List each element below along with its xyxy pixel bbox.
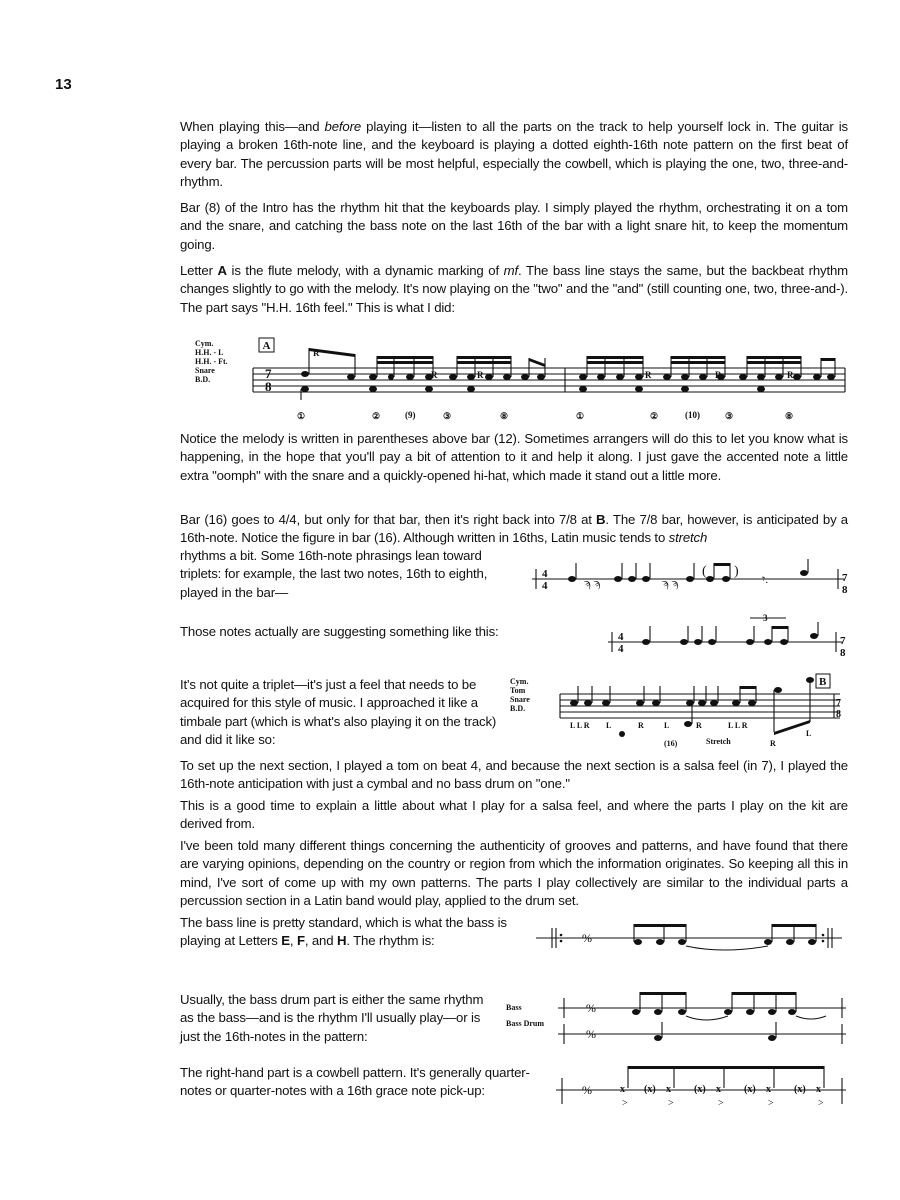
label-cym: Cym. [195, 339, 214, 348]
repeat-mark: % [582, 931, 592, 945]
notation-example-bass-line [532, 916, 852, 960]
svg-text:x: x [716, 1084, 721, 1095]
text-run: is the flute melody, with a dynamic marking of [226, 263, 504, 278]
time-sig-den: 8 [836, 709, 841, 720]
notation-example-cowbell [548, 1058, 852, 1110]
time-sig-den: 8 [840, 647, 846, 659]
count: ③ [443, 411, 452, 421]
paragraph-bar-16 [180, 511, 848, 548]
stretch-label: Stretch [706, 737, 731, 746]
count: ⑧ [500, 411, 509, 421]
parenthesis: ) [734, 564, 739, 579]
staff-label-bass-drum: Bass Drum [506, 1019, 545, 1028]
text-run: The bass line is pretty standard, which is what the bass is playing at Letters [180, 915, 507, 949]
notation-example-letter-a [195, 330, 855, 426]
accent-marks [622, 1098, 824, 1109]
svg-text:>: > [668, 1098, 674, 1109]
emphasis: before [324, 119, 362, 134]
time-sig-num: 4 [618, 631, 624, 643]
count: ③ [725, 411, 734, 421]
notation-example-bar-16 [522, 557, 852, 601]
text-run: , and [304, 933, 337, 949]
paragraph-suggesting: Those notes actually are suggesting something like this: [180, 624, 499, 639]
paragraph-bass-line [180, 914, 510, 951]
time-sig-den: 4 [542, 580, 548, 592]
time-sig-den: 4 [618, 643, 624, 655]
time-sig-den: 8 [842, 584, 848, 596]
text-run: . The 7/8 bar, however, is anticipated by a 16th-note. Notice the figure in bar (16). Although written in 16ths, Latin music tends to [180, 512, 848, 546]
label-tom: Tom [510, 686, 526, 695]
sticking: L L R [728, 721, 748, 730]
text-run: . The bass line stays the same, but the backbeat rhythm changes slightly to go with the melody. It's now playing on the "two" and the "and" (still counting one, two, three-and-). The part says "H.H. 16th feel." This is what I did: [180, 263, 848, 315]
rest: ϡ ϡ [662, 576, 679, 590]
svg-text:>: > [818, 1098, 824, 1109]
paragraph-salsa-feel: This is a good time to explain a little about what I play for a salsa feel, and where the parts I play on the kit are derived from. [180, 798, 848, 832]
rhythm-notes [568, 559, 808, 582]
svg-text:x: x [816, 1084, 821, 1095]
paragraph-bar-12: Notice the melody is written in parentheses above bar (12). Sometimes arrangers will do this to let you know what is happening, in the hope that you'll pay a bit of attention to it and help it along. I just gave the accented note a little extra "oomph" with the snare and a quickly-opened hi-hat, which made it stand out a little more. [180, 431, 848, 483]
label-bd: B.D. [510, 704, 526, 713]
time-sig-num: 7 [836, 698, 841, 709]
notation-example-triplet [600, 612, 850, 660]
dynamic-mf: mf [503, 263, 518, 278]
staff [560, 694, 840, 718]
paragraph-authenticity: I've been told many different things concerning the authenticity of grooves and patterns, and have found that there are varying opinions, depending on the country or region from which the information originates. So keeping all this in mind, I've sort of come up with my own patterns. The parts I play collectively are similar to the individual parts a percussion section in a Latin band would play, applied to the drum set. [180, 838, 848, 909]
svg-text:x: x [666, 1084, 671, 1095]
page-number: 13 [55, 76, 72, 93]
paragraph-triplet-lean: rhythms a bit. Some 16th-note phrasings lean toward triplets: for example, the last two notes, 16th to eighth, played in the bar— [180, 548, 488, 600]
repeat-mark: % [582, 1083, 592, 1097]
rehearsal-mark: A [262, 340, 271, 352]
sticking: R [638, 721, 644, 730]
sticking: R [787, 370, 794, 380]
cowbell-notes [620, 1084, 821, 1095]
repeat-mark: % [586, 1001, 596, 1015]
triplet-mark: 3 [763, 613, 768, 623]
paragraph-cowbell: The right-hand part is a cowbell pattern. It's generally quarter-notes or quarter-notes with a 16th grace note pick-up: [180, 1065, 530, 1099]
count: ① [576, 411, 585, 421]
parenthesis: ( [702, 564, 707, 579]
paragraph-timbale: It's not quite a triplet—it's just a feel that needs to be acquired for this style of music. I approached it like a timbale part (which is what's also playing it on the track) and did it like so: [180, 677, 497, 748]
label-hh-l: H.H. - L [195, 348, 224, 357]
svg-text:>: > [718, 1098, 724, 1109]
paragraph-bass-drum: Usually, the bass drum part is either the same rhythm as the bass—and is the rhythm I'll usually play—or is just the 16th-notes in the pattern: [180, 992, 484, 1044]
text-run: When playing this—and [180, 119, 325, 134]
label-snare: Snare [195, 366, 215, 375]
paragraph-intro [180, 118, 848, 192]
time-sig-num: 7 [842, 572, 848, 584]
sticking: R [696, 721, 702, 730]
svg-text:(x): (x) [744, 1084, 756, 1095]
sticking: L [806, 729, 812, 738]
count: ② [372, 411, 381, 421]
rehearsal-mark: B [819, 676, 827, 688]
paragraph-bar-8: Bar (8) of the Intro has the rhythm hit that the keyboards play. I simply played the rhythm, orchestrating it on a tom and the snare, and catching the bass note on the last 16th of the bar with a light snare hit, to keep the momentum going. [180, 200, 848, 252]
notation-example-timbale [510, 672, 850, 752]
rest: 𝄾. [762, 572, 769, 586]
sticking: R [477, 370, 484, 380]
letter-f: F [296, 933, 305, 949]
count: ① [297, 411, 306, 421]
rest: ϡ ϡ [584, 576, 601, 590]
time-sig-num: 7 [265, 366, 272, 381]
rhythm-notes [642, 622, 818, 645]
bar-number: (16) [664, 739, 678, 748]
sticking: R [431, 370, 438, 380]
paragraph-letter-a [180, 262, 848, 317]
sticking: L L R [570, 721, 590, 730]
sticking: R [645, 370, 652, 380]
letter-a: A [217, 263, 227, 278]
svg-text:x: x [620, 1084, 625, 1095]
repeat-mark: % [586, 1027, 596, 1041]
paragraph-set-up: To set up the next section, I played a tom on beat 4, and because the next section is a salsa feel (in 7), I played the 16th-note anticipation with just a cymbal and no bass drum on "one." [180, 758, 848, 792]
emphasis-stretch: stretch [668, 530, 708, 546]
count: (10) [685, 410, 700, 420]
text-run: Bar (16) goes to 4/4, but only for that bar, then it's right back into 7/8 at [180, 512, 597, 527]
time-sig-num: 4 [542, 568, 548, 580]
staff-label-bass: Bass [506, 1003, 522, 1012]
time-sig-den: 8 [265, 379, 272, 394]
sticking: R [770, 739, 776, 748]
label-hh-ft: H.H. - Ft. [195, 357, 228, 366]
svg-text:>: > [622, 1098, 628, 1109]
count: ② [650, 411, 659, 421]
sticking: L [606, 721, 612, 730]
count: (9) [405, 410, 416, 420]
svg-text:(x): (x) [644, 1084, 656, 1095]
letter-h: H [336, 933, 347, 949]
count: ⑧ [785, 411, 794, 421]
rhythm-notes [634, 924, 816, 945]
sticking: R [313, 348, 320, 358]
svg-text:(x): (x) [694, 1084, 706, 1095]
letter-b: B [596, 512, 606, 527]
label-cym: Cym. [510, 677, 529, 686]
text-run: Letter [180, 263, 218, 278]
svg-text:>: > [768, 1098, 774, 1109]
svg-text:(x): (x) [794, 1084, 806, 1095]
text-run: , [289, 933, 297, 949]
text-run: . The rhythm is: [346, 933, 435, 949]
time-sig-num: 7 [840, 635, 846, 647]
staff [253, 368, 845, 392]
svg-text:x: x [766, 1084, 771, 1095]
notation-example-bass-drum [506, 978, 852, 1048]
label-bd: B.D. [195, 375, 211, 384]
text-run: playing it—listen to all the parts on the track to help yourself lock in. The guitar is playing a broken 16th-note line, and the keyboard is playing a dotted eighth-16th note pattern on the first beat of every bar. The percussion parts will be most helpful, especially the cowbell, which is playing the one, two, three-and- rhythm. [180, 119, 848, 190]
label-snare: Snare [510, 695, 530, 704]
letter-e: E [281, 933, 290, 949]
sticking: R [715, 370, 722, 380]
sticking: L [664, 721, 670, 730]
